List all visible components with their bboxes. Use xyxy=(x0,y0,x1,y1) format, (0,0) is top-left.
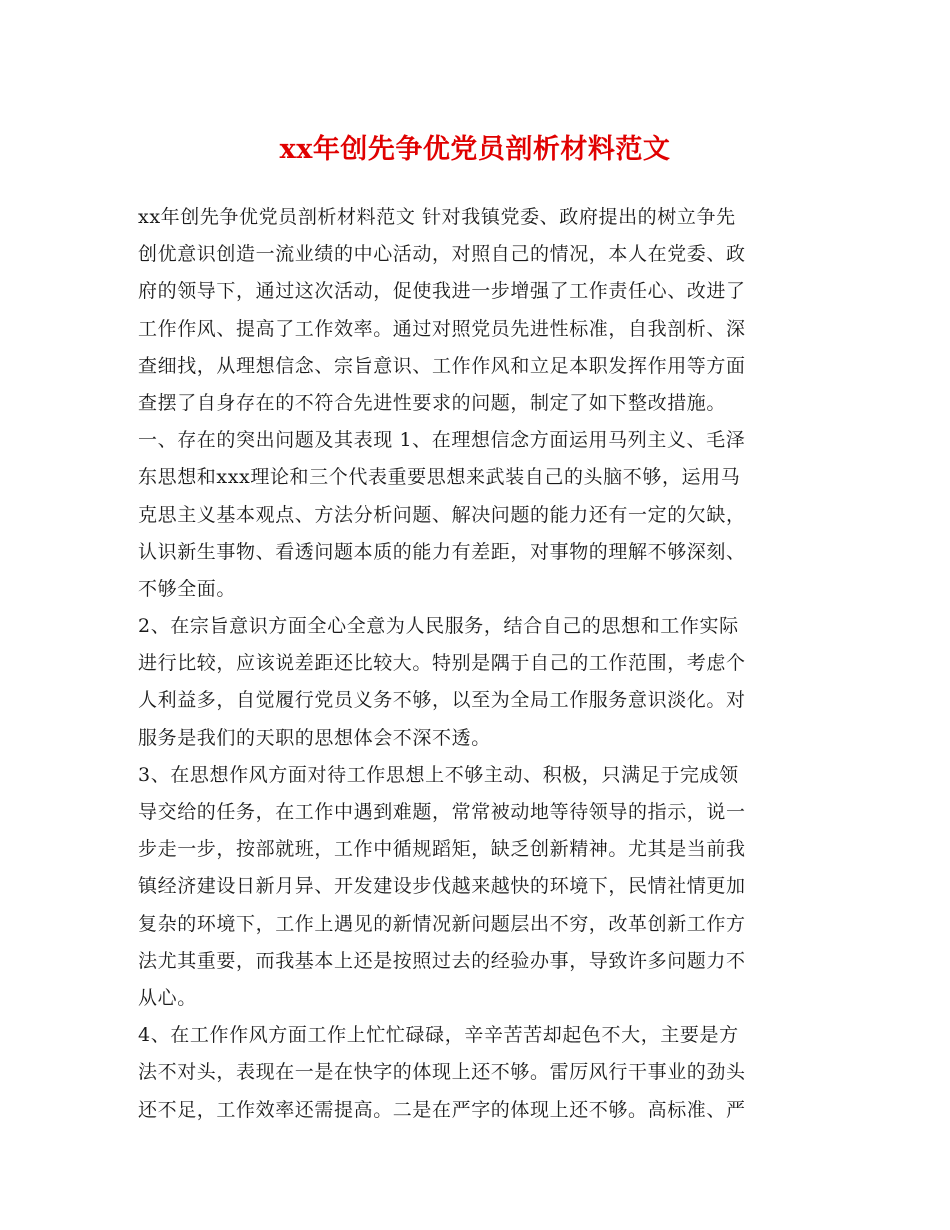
body-line: 导交给的任务，在工作中遇到难题，常常被动地等待领导的指示，说一 xyxy=(138,801,746,823)
body-line: 法尤其重要，而我基本上还是按照过去的经验办事，导致许多问题力不 xyxy=(138,949,746,972)
body-line: 人利益多，自觉履行党员义务不够，以至为全局工作服务意识淡化。对 xyxy=(138,689,746,712)
document-body xyxy=(138,199,816,1129)
body-line: 服务是我们的天职的思想体会不深不透。 xyxy=(138,726,491,749)
body-line: 不够全面。 xyxy=(138,577,237,600)
body-line: 克思主义基本观点、方法分析问题、解决问题的能力还有一定的欠缺， xyxy=(138,503,746,526)
body-line: 步走一步，按部就班，工作中循规蹈矩，缺乏创新精神。尤其是当前我 xyxy=(138,838,746,861)
body-line: 东思想和xxx理论和三个代表重要思想来武装自己的头脑不够，运用马 xyxy=(138,466,741,489)
document-title: xx年创先争优党员剖析材料范文 xyxy=(279,134,671,165)
body-line: 法不对头，表现在一是在快字的体现上还不够。雷厉风行干事业的劲头 xyxy=(138,1061,746,1084)
body-line: 府的领导下，通过这次活动，促使我进一步增强了工作责任心、改进了 xyxy=(138,280,746,303)
body-line: xx年创先争优党员剖析材料范文 针对我镇党委、政府提出的树立争先 xyxy=(138,206,736,228)
body-line: 2、在宗旨意识方面全心全意为人民服务，结合自己的思想和工作实际 xyxy=(138,615,739,638)
body-line: 创优意识创造一流业绩的中心活动，对照自己的情况，本人在党委、政 xyxy=(138,243,746,266)
body-line: 4、在工作作风方面工作上忙忙碌碌，辛辛苦苦却起色不大，主要是方 xyxy=(138,1024,739,1047)
body-line: 3、在思想作风方面对待工作思想上不够主动、积极，只满足于完成领 xyxy=(138,763,739,786)
body-line: 还不足，工作效率还需提高。二是在严字的体现上还不够。高标准、严 xyxy=(138,1098,746,1121)
body-line: 认识新生事物、看透问题本质的能力有差距，对事物的理解不够深刻、 xyxy=(138,540,746,563)
body-line: 镇经济建设日新月异、开发建设步伐越来越快的环境下，民情社情更加 xyxy=(138,875,746,898)
body-line: 查摆了自身存在的不符合先进性要求的问题，制定了如下整改措施。 xyxy=(138,391,727,414)
body-line: 工作作风、提高了工作效率。通过对照党员先进性标准，自我剖析、深 xyxy=(138,317,746,340)
body-line: 进行比较，应该说差距还比较大。特别是隅于自己的工作范围，考虑个 xyxy=(138,652,746,675)
body-line: 一、存在的突出问题及其表现 1、在理想信念方面运用马列主义、毛泽 xyxy=(138,429,746,452)
body-line: 查细找，从理想信念、宗旨意识、工作作风和立足本职发挥作用等方面 xyxy=(138,354,746,377)
body-line: 从心。 xyxy=(138,986,197,1009)
body-line: 复杂的环境下，工作上遇见的新情况新问题层出不穷，改革创新工作方 xyxy=(138,912,746,935)
